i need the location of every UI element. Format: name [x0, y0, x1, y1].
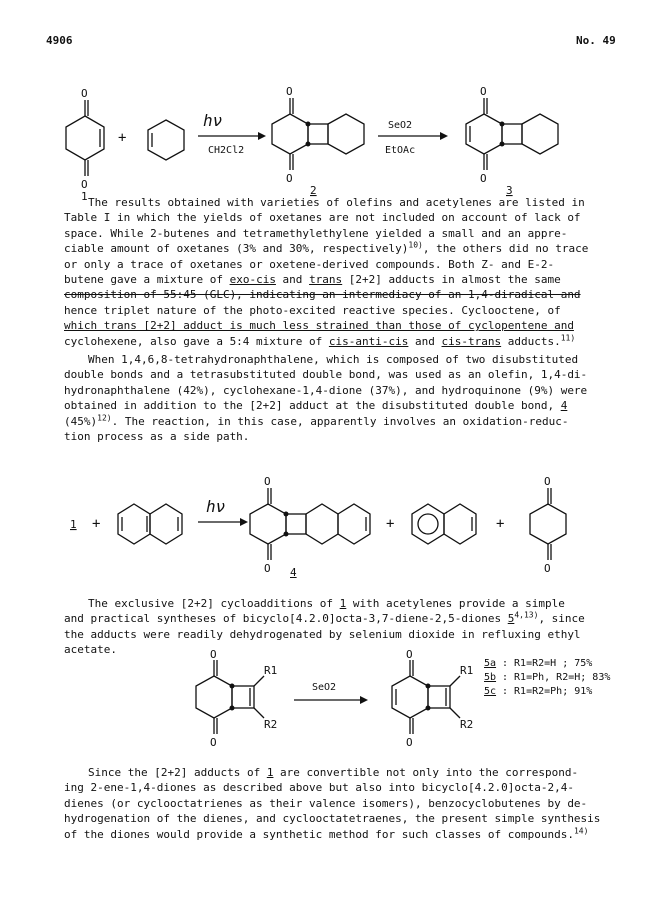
reference: 11): [560, 333, 576, 342]
svg-text:5c: 5c: [484, 686, 497, 697]
adduct-2-structure: [272, 98, 364, 170]
svg-text:: R1=R2=H ; 75%: : R1=R2=H ; 75%: [502, 658, 593, 669]
substituent-r1: R1: [264, 664, 278, 677]
svg-text:5b: 5b: [484, 672, 497, 683]
oxygen-label: O: [264, 475, 271, 488]
oxygen-label: O: [406, 736, 413, 749]
oxygen-label: O: [81, 87, 88, 100]
oxygen-label: O: [406, 650, 413, 661]
oxygen-label: O: [210, 650, 217, 661]
oxidant-label: SeO2: [312, 682, 337, 693]
compound-label-1: 1: [70, 518, 77, 531]
svg-text:5a: 5a: [484, 658, 497, 669]
arrow-head: [360, 696, 368, 704]
substituent-r2: R2: [460, 718, 474, 731]
reference: 12): [97, 412, 112, 422]
plus-sign: +: [92, 516, 101, 532]
oxygen-label: O: [480, 172, 487, 185]
cyclohexene-structure: [148, 120, 184, 160]
bicyclooctadienedione-5-structure: [392, 660, 460, 734]
arrow-head: [258, 132, 266, 140]
solvent-label: CH2Cl2: [208, 145, 245, 156]
oxygen-label: O: [286, 85, 293, 98]
oxygen-label: O: [480, 85, 487, 98]
oxygen-label: O: [544, 475, 551, 488]
issue-number: No. 49: [576, 34, 616, 47]
substituent-r1: R1: [460, 664, 474, 677]
svg-text:: R1=R2=Ph; 91%: : R1=R2=Ph; 91%: [502, 686, 593, 697]
compound-label-2: 2: [310, 184, 317, 197]
paragraph-2: When 1,4,6,8-tetrahydronaphthalene, which is composed of two disubstituted double bonds and a tetrasubstituted double bond, was used as an olefin, 1,4-di- hydronaphthalene (42%), cyclohexane-1,4-dione (37%), and hydroquinone (9%) were obtained in addition to the [2+2] adduct at the disubstituted double bond, 4 $(45\%)^{12)}$. The reaction, in this case, apparently involves an oxidation-reduc- tion process as a side path.: [64, 353, 588, 444]
oxygen-label: O: [210, 736, 217, 749]
tetrahydronaphthalene-structure: [118, 504, 182, 544]
dihydronaphthalene-structure: [412, 504, 476, 544]
scheme-2: [0, 468, 672, 578]
compound-label-3: 3: [506, 184, 513, 197]
plus-sign: +: [118, 130, 127, 146]
entry-5c: [484, 686, 592, 697]
svg-text:: R1=Ph, R2=H; 83%: : R1=Ph, R2=H; 83%: [502, 672, 611, 683]
reference: 14): [573, 825, 589, 835]
cyclobutene-adduct-structure: [196, 660, 264, 734]
quinone-structure: [66, 100, 104, 176]
oxygen-label: O: [544, 562, 551, 575]
adduct-4-structure: [250, 488, 370, 560]
cyclohexanedione-structure: [530, 488, 566, 560]
solvent-label: EtOAc: [385, 145, 416, 156]
paragraph-4: Since the [2+2] adducts of 1 are convertible not only into the correspond- ing 2-ene-1,4-diones as described above but also into bicyclo[4.2.0]octa-2,4- dienes (or cyclooctatrienes as their valence isomers), benzocyclobutenes by de- hydrogenation of the dienes, and cyclooctatetraenes, the present simple synthesis of the diones would provide a synthetic method for such classes of compounds.$^{14)}$: [64, 766, 601, 841]
page-number: 4906: [46, 34, 73, 47]
enedione-3-structure: [466, 98, 558, 170]
hv-label: hν: [203, 111, 223, 130]
scheme-1: [0, 82, 672, 200]
plus-sign: +: [386, 516, 395, 532]
plus-sign: +: [496, 516, 505, 532]
substituent-r2: R2: [264, 718, 278, 731]
oxygen-label: O: [81, 178, 88, 191]
entry-5b: [484, 672, 610, 683]
reference: 4,13): [514, 610, 539, 620]
hv-label: hν: [206, 497, 226, 516]
compound-label-4: 4: [290, 566, 297, 578]
scheme-3: [0, 650, 672, 760]
arrow-head: [240, 518, 248, 526]
reference: 10): [408, 240, 423, 250]
paragraph-1: The results obtained with varieties of olefins and acetylenes are listed in Table I in which the yields of oxetanes are not included on account of lack of space. While 2-butenes and tetramethylethylene yielded a small and an appre- ciable amount of oxetanes (3% and 30%, respectively)$^{10)}$, the others did no trace or only a trace of oxetanes or oxetene-derived compounds. Both Z- and E-2- butene gave a mixture of exo-cis and trans [2+2] adducts in almost the same composition of 55:45 (GLC), indicating an intermediacy of an 1,4-diradical and hence triplet nature of the photo-excited reactive species. Cyclooctene, of which trans [2+2] adduct is much less strained than those of cyclopentene and cyclohexene, also gave a 5:4 mixture of cis-anti-cis and cis-trans adducts.$^{11)}$: [64, 196, 589, 348]
compound-label-1: 1: [81, 190, 88, 200]
arrow-head: [440, 132, 448, 140]
paragraph-3: The exclusive [2+2] cycloadditions of 1 with acetylenes provide a simple and practical syntheses of bicyclo[4.2.0]octa-3,7-diene-2,5-diones 5$^{4,13)}$, since the adducts were readily dehydrogenated by selenium dioxide in refluxing ethyl acetate.: [64, 597, 585, 657]
oxygen-label: O: [264, 562, 271, 575]
oxygen-label: O: [286, 172, 293, 185]
entry-5a: [484, 658, 592, 669]
oxidant-label: SeO2: [388, 120, 413, 131]
